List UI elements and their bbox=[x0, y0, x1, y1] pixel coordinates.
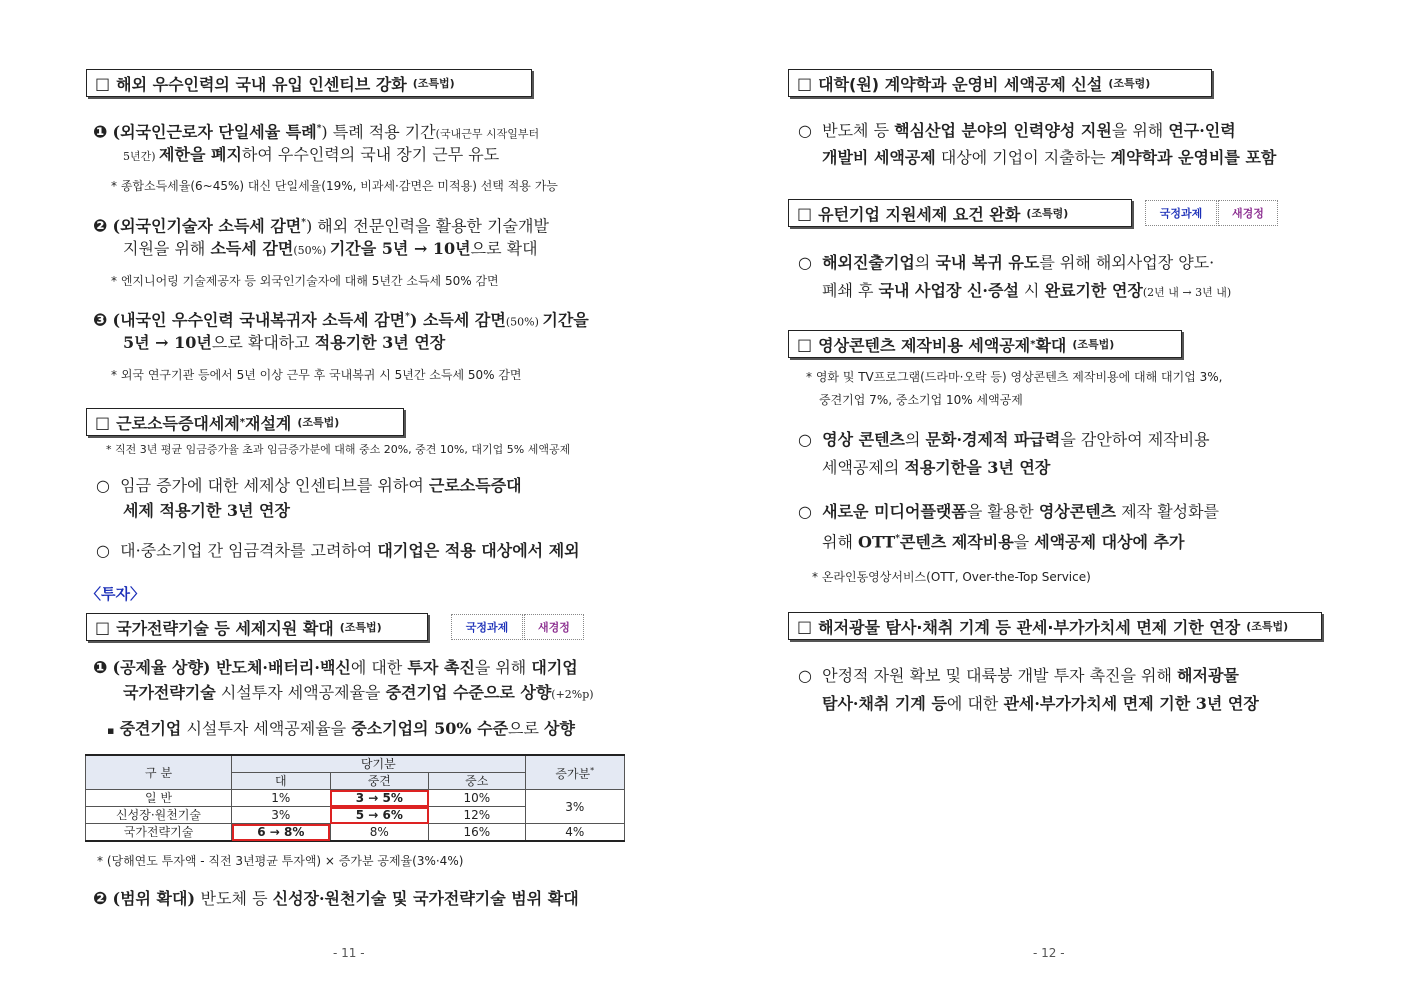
section-header-foreign-talent bbox=[86, 69, 532, 97]
wage-tax-footnote: * 직전 3년 평균 임금증가율 초과 임금증가분에 대해 중소 20%, 중견 10%, 대기업 5% 세액공제 bbox=[106, 443, 571, 456]
tax-credit-rate-table bbox=[85, 754, 625, 842]
ott-footnote: * 온라인동영상서비스(OTT, Over-the-Top Service) bbox=[812, 570, 1091, 584]
uturn-item-line-2: 폐쇄 후 국내 사업장 신·증설 시 완료기한 연장(2년 내 → 3년 내) bbox=[822, 281, 1232, 300]
square-small-bullet-icon: ▪ bbox=[107, 724, 115, 737]
col-header-increase: 증가분* bbox=[525, 755, 624, 790]
highlighted-cell: 5 → 6% bbox=[330, 807, 428, 824]
page-number: - 11 - bbox=[333, 946, 365, 960]
law-reference: (조특령) bbox=[1108, 77, 1151, 90]
square-bullet-icon: □ bbox=[95, 73, 111, 93]
col-header-large: 대 bbox=[232, 773, 330, 790]
circle-bullet-icon: ○ bbox=[798, 430, 812, 449]
contract-item-line-1: ○ 반도체 등 핵심산업 분야의 인력양성 지원을 위해 연구·인력 bbox=[798, 121, 1236, 140]
section-header-strategic-tech: □ 국가전략기술 등 세제지원 확대 (조특법) bbox=[86, 613, 428, 641]
number-1-icon: ❶ bbox=[93, 658, 108, 678]
video-footnote-line-2: 중견기업 7%, 중소기업 10% 세액공제 bbox=[819, 393, 1023, 407]
item-2-line-1: ❷ (외국인기술자 소득세 감면*) 해외 전문인력을 활용한 기술개발 bbox=[93, 216, 549, 237]
square-bullet-icon: □ bbox=[95, 412, 111, 432]
video-footnote-line-1: * 영화 및 TV프로그램(드라마·오락 등) 영상콘텐츠 제작비용에 대해 대기업 3%, bbox=[806, 370, 1223, 384]
invest-item-1-line-2: 국가전략기술 시설투자 세액공제율을 중견기업 수준으로 상향(+2%p) bbox=[123, 683, 594, 702]
circle-bullet-icon: ○ bbox=[798, 253, 812, 272]
col-header-small: 중소 bbox=[429, 773, 526, 790]
table-row: 국가전략기술 6 → 8% 8% 16% 4% bbox=[86, 824, 625, 842]
tag-new-economic-policy: 새경정 bbox=[1218, 200, 1278, 226]
square-bullet-icon: □ bbox=[797, 616, 813, 636]
tag-new-economic-policy: 새경정 bbox=[524, 614, 584, 640]
circle-bullet-icon: ○ bbox=[96, 541, 110, 560]
circle-bullet-icon: ○ bbox=[798, 502, 812, 521]
circle-bullet-icon: ○ bbox=[96, 476, 110, 495]
circle-bullet-icon: ○ bbox=[798, 121, 812, 140]
invest-item-1-line-1: ❶ (공제율 상향) 반도체·배터리·백신에 대한 투자 촉진을 위해 대기업 bbox=[93, 658, 578, 678]
seabed-item-line-2: 탐사·채취 기계 등에 대한 관세·부가가치세 면제 기한 3년 연장 bbox=[822, 694, 1259, 713]
law-reference: (조특법) bbox=[297, 416, 340, 429]
law-reference: (조특법) bbox=[412, 77, 455, 90]
uturn-item-line-1: ○ 해외진출기업의 국내 복귀 유도를 위해 해외사업장 양도· bbox=[798, 253, 1215, 272]
section-header-seabed-mining: □ 해저광물 탐사·채취 기계 등 관세·부가가치세 면제 기한 연장 (조특법) bbox=[788, 612, 1322, 640]
item-3-footnote: * 외국 연구기관 등에서 5년 이상 근무 후 국내복귀 시 5년간 소득세 50% 감면 bbox=[111, 368, 522, 382]
col-header-category: 구 분 bbox=[86, 755, 232, 790]
number-2-icon: ❷ bbox=[93, 889, 108, 909]
section-header-contract-dept: □ 대학(원) 계약학과 운영비 세액공제 신설 (조특령) bbox=[788, 69, 1212, 97]
law-reference: (조특법) bbox=[1072, 338, 1115, 351]
highlighted-cell: 3 → 5% bbox=[330, 790, 428, 807]
wage-item-1-line-2: 세제 적용기한 3년 연장 bbox=[123, 501, 290, 520]
item-3-line-1: ❸ (내국인 우수인력 국내복귀자 소득세 감면*) 소득세 감면(50%) 기간을 bbox=[93, 310, 589, 331]
item-2-footnote: * 엔지니어링 기술제공자 등 외국인기술자에 대해 5년간 소득세 50% 감면 bbox=[111, 274, 499, 288]
table-row: 신성장·원천기술 3% 5 → 6% 12% bbox=[86, 807, 625, 824]
video-item-1-line-2: 세액공제의 적용기한을 3년 연장 bbox=[822, 458, 1051, 477]
table-row: 일 반 1% 3 → 5% 10% 3% bbox=[86, 790, 625, 807]
section-header-wage-tax: □ 근로소득증대세제 * 재설계 (조특법) bbox=[86, 408, 404, 436]
square-bullet-icon: □ bbox=[797, 73, 813, 93]
video-item-1-line-1: ○ 영상 콘텐츠의 문화·경제적 파급력을 감안하여 제작비용 bbox=[798, 430, 1210, 449]
video-item-2-line-1: ○ 새로운 미디어플랫폼을 활용한 영상콘텐츠 제작 활성화를 bbox=[798, 502, 1220, 521]
section-header-video-content: □ 영상콘텐츠 제작비용 세액공제 * 확대 (조특법) bbox=[788, 330, 1182, 358]
section-label-investment: 〈투자〉 bbox=[86, 585, 145, 603]
table-footnote: * (당해연도 투자액 - 직전 3년평균 투자액) × 증가분 공제율(3%·4%) bbox=[97, 854, 464, 868]
invest-item-2: ❷ (범위 확대) 반도체 등 신성장·원천기술 및 국가전략기술 범위 확대 bbox=[93, 889, 579, 909]
section-header-uturn: □ 유턴기업 지원세제 요건 완화 (조특령) bbox=[788, 199, 1132, 227]
wage-item-1-line-1: ○ 임금 증가에 대한 세제상 인센티브를 위하여 근로소득증대 bbox=[96, 476, 522, 495]
seabed-item-line-1: ○ 안정적 자원 확보 및 대륙붕 개발 투자 촉진을 위해 해저광물 bbox=[798, 666, 1239, 685]
col-header-current: 당기분 bbox=[232, 755, 525, 773]
invest-subitem: ▪ 중견기업 시설투자 세액공제율을 중소기업의 50% 수준으로 상향 bbox=[107, 719, 575, 738]
square-bullet-icon: □ bbox=[95, 617, 111, 637]
number-3-icon: ❸ bbox=[93, 310, 108, 331]
number-1-icon: ❶ bbox=[93, 122, 108, 143]
item-1-line-2: 5년간) 제한을 폐지하여 우수인력의 국내 장기 근무 유도 bbox=[123, 145, 500, 164]
video-item-2-line-2: 위해 OTT*콘텐츠 제작비용을 세액공제 대상에 추가 bbox=[822, 532, 1185, 552]
page-11 bbox=[0, 0, 701, 992]
square-bullet-icon: □ bbox=[797, 203, 813, 223]
item-3-line-2: 5년 → 10년으로 확대하고 적용기한 3년 연장 bbox=[123, 333, 446, 352]
col-header-mid: 중견 bbox=[330, 773, 428, 790]
law-reference: (조특법) bbox=[1246, 620, 1289, 633]
item-1-line-1: ❶ (외국인근로자 단일세율 특례*) 특례 적용 기간(국내근무 시작일부터 bbox=[93, 122, 540, 143]
item-1-footnote: * 종합소득세율(6~45%) 대신 단일세율(19%, 비과세·감면은 미적용) 선택 적용 가능 bbox=[111, 179, 558, 193]
contract-item-line-2: 개발비 세액공제 대상에 기업이 지출하는 계약학과 운영비를 포함 bbox=[822, 148, 1277, 167]
item-2-line-2: 지원을 위해 소득세 감면(50%) 기간을 5년 → 10년으로 확대 bbox=[123, 239, 538, 258]
square-bullet-icon: □ bbox=[797, 334, 813, 354]
law-reference: (조특법) bbox=[339, 621, 382, 634]
page-12 bbox=[702, 0, 1403, 992]
page-number: - 12 - bbox=[1033, 946, 1065, 960]
tag-national-task: 국정과제 bbox=[451, 614, 523, 640]
tag-national-task: 국정과제 bbox=[1145, 200, 1217, 226]
circle-bullet-icon: ○ bbox=[798, 666, 812, 685]
highlighted-cell: 6 → 8% bbox=[232, 824, 330, 842]
header-title: 해외 우수인력의 국내 유입 인센티브 강화 bbox=[116, 74, 407, 94]
wage-item-2: ○ 대·중소기업 간 임금격차를 고려하여 대기업은 적용 대상에서 제외 bbox=[96, 541, 580, 560]
law-reference: (조특령) bbox=[1026, 207, 1069, 220]
number-2-icon: ❷ bbox=[93, 216, 108, 237]
